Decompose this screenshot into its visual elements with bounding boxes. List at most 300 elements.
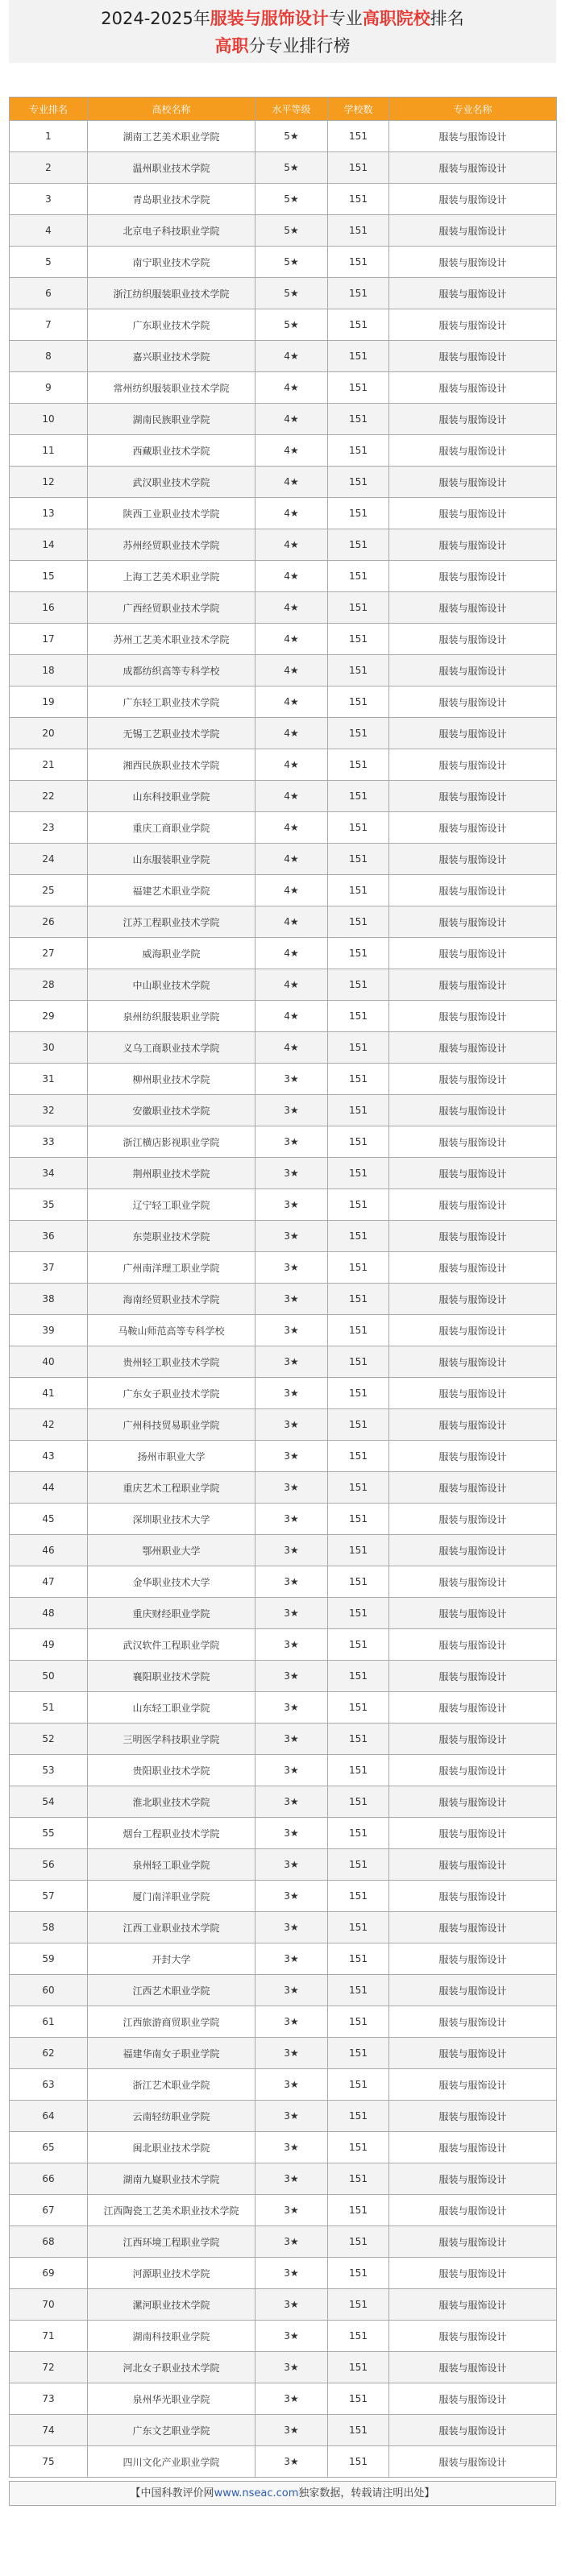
school-name-cell: 成都纺织高等专科学校 [88, 655, 255, 687]
table-row [10, 969, 557, 1001]
level-cell: 4★ [255, 938, 328, 969]
table-row [10, 2006, 557, 2038]
level-cell: 3★ [255, 1378, 328, 1409]
footer-note [9, 2481, 556, 2506]
table-row [10, 1629, 557, 1661]
school-count-cell: 151 [328, 906, 389, 938]
rank-cell: 61 [10, 2006, 88, 2038]
level-cell: 3★ [255, 1535, 328, 1566]
major-name-cell: 服装与服饰设计 [389, 1849, 557, 1881]
major-name-cell: 服装与服饰设计 [389, 1001, 557, 1032]
school-name-cell: 海南经贸职业技术学院 [88, 1284, 255, 1315]
table-row [10, 152, 557, 184]
table-row [10, 1566, 557, 1598]
major-name-cell: 服装与服饰设计 [389, 938, 557, 969]
school-count-cell: 151 [328, 2352, 389, 2383]
title-line-2 [9, 32, 556, 60]
school-count-cell: 151 [328, 624, 389, 655]
table-row [10, 2258, 557, 2289]
school-name-cell: 扬州市职业大学 [88, 1441, 255, 1472]
title-ranking-word: 排名 [430, 9, 464, 28]
level-cell: 3★ [255, 1346, 328, 1378]
school-count-cell: 151 [328, 184, 389, 215]
school-count-cell: 151 [328, 969, 389, 1001]
table-row [10, 1095, 557, 1126]
level-cell: 3★ [255, 1943, 328, 1975]
level-cell: 4★ [255, 749, 328, 781]
major-name-cell: 服装与服饰设计 [389, 184, 557, 215]
school-name-cell: 苏州经贸职业技术学院 [88, 529, 255, 561]
school-name-cell: 深圳职业技术大学 [88, 1504, 255, 1535]
school-name-cell: 开封大学 [88, 1943, 255, 1975]
rank-cell: 7 [10, 309, 88, 341]
footer-site-link[interactable]: www.nseac.com [214, 2487, 299, 2499]
major-name-cell: 服装与服饰设计 [389, 435, 557, 467]
level-cell: 3★ [255, 1189, 328, 1221]
level-cell: 3★ [255, 2163, 328, 2195]
rank-cell: 36 [10, 1221, 88, 1252]
school-name-cell: 浙江艺术职业学院 [88, 2069, 255, 2101]
school-count-cell: 151 [328, 2415, 389, 2446]
table-row [10, 1472, 557, 1504]
table-row [10, 2132, 557, 2163]
school-count-cell: 151 [328, 1661, 389, 1692]
rank-cell: 69 [10, 2258, 88, 2289]
level-cell: 3★ [255, 1126, 328, 1158]
major-name-cell: 服装与服饰设计 [389, 1881, 557, 1912]
rank-cell: 14 [10, 529, 88, 561]
school-count-cell: 151 [328, 1786, 389, 1818]
school-name-cell: 河源职业技术学院 [88, 2258, 255, 2289]
major-name-cell: 服装与服饰设计 [389, 1786, 557, 1818]
table-row [10, 1661, 557, 1692]
table-row [10, 1755, 557, 1786]
major-name-cell: 服装与服饰设计 [389, 781, 557, 812]
table-row [10, 781, 557, 812]
major-name-cell: 服装与服饰设计 [389, 812, 557, 844]
level-cell: 5★ [255, 309, 328, 341]
school-name-cell: 江西陶瓷工艺美术职业技术学院 [88, 2195, 255, 2226]
table-row [10, 215, 557, 247]
table-row [10, 1315, 557, 1346]
major-name-cell: 服装与服饰设计 [389, 1095, 557, 1126]
title-level: 高职 [214, 36, 249, 56]
rank-cell: 23 [10, 812, 88, 844]
rank-cell: 26 [10, 906, 88, 938]
rank-cell: 55 [10, 1818, 88, 1849]
rank-cell: 28 [10, 969, 88, 1001]
school-count-cell: 151 [328, 1849, 389, 1881]
school-count-cell: 151 [328, 1692, 389, 1724]
table-row [10, 1001, 557, 1032]
school-name-cell: 江西工业职业技术学院 [88, 1912, 255, 1943]
title-line-1 [9, 5, 556, 32]
rank-cell: 25 [10, 875, 88, 906]
rank-cell: 45 [10, 1504, 88, 1535]
major-name-cell: 服装与服饰设计 [389, 1504, 557, 1535]
level-cell: 4★ [255, 372, 328, 404]
level-cell: 3★ [255, 1158, 328, 1189]
rank-cell: 34 [10, 1158, 88, 1189]
school-name-cell: 烟台工程职业技术学院 [88, 1818, 255, 1849]
header-school-count: 学校数 [328, 97, 389, 121]
major-name-cell: 服装与服饰设计 [389, 969, 557, 1001]
school-name-cell: 辽宁轻工职业学院 [88, 1189, 255, 1221]
rank-cell: 67 [10, 2195, 88, 2226]
major-name-cell: 服装与服饰设计 [389, 1284, 557, 1315]
table-row [10, 1504, 557, 1535]
school-count-cell: 151 [328, 561, 389, 592]
level-cell: 3★ [255, 1692, 328, 1724]
rank-cell: 62 [10, 2038, 88, 2069]
school-count-cell: 151 [328, 2258, 389, 2289]
school-name-cell: 四川文化产业职业学院 [88, 2446, 255, 2478]
school-count-cell: 151 [328, 1032, 389, 1064]
major-name-cell: 服装与服饰设计 [389, 1409, 557, 1441]
school-count-cell: 151 [328, 1629, 389, 1661]
table-row [10, 1441, 557, 1472]
school-count-cell: 151 [328, 1001, 389, 1032]
rank-cell: 15 [10, 561, 88, 592]
table-row [10, 184, 557, 215]
rank-cell: 75 [10, 2446, 88, 2478]
school-name-cell: 浙江横店影视职业学院 [88, 1126, 255, 1158]
level-cell: 3★ [255, 1629, 328, 1661]
school-count-cell: 151 [328, 1724, 389, 1755]
level-cell: 3★ [255, 2132, 328, 2163]
school-name-cell: 安徽职业技术学院 [88, 1095, 255, 1126]
school-count-cell: 151 [328, 1598, 389, 1629]
major-name-cell: 服装与服饰设计 [389, 2226, 557, 2258]
level-cell: 3★ [255, 1472, 328, 1504]
major-name-cell: 服装与服饰设计 [389, 1441, 557, 1472]
level-cell: 3★ [255, 1504, 328, 1535]
rank-cell: 66 [10, 2163, 88, 2195]
major-name-cell: 服装与服饰设计 [389, 1032, 557, 1064]
rank-cell: 58 [10, 1912, 88, 1943]
major-name-cell: 服装与服饰设计 [389, 215, 557, 247]
table-row [10, 1943, 557, 1975]
rank-cell: 2 [10, 152, 88, 184]
table-row [10, 121, 557, 152]
school-count-cell: 151 [328, 1975, 389, 2006]
major-name-cell: 服装与服饰设计 [389, 2289, 557, 2321]
rank-cell: 41 [10, 1378, 88, 1409]
level-cell: 5★ [255, 184, 328, 215]
major-name-cell: 服装与服饰设计 [389, 1472, 557, 1504]
school-name-cell: 福建艺术职业学院 [88, 875, 255, 906]
school-count-cell: 151 [328, 1504, 389, 1535]
major-name-cell: 服装与服饰设计 [389, 2352, 557, 2383]
school-name-cell: 三明医学科技职业学院 [88, 1724, 255, 1755]
school-count-cell: 151 [328, 2383, 389, 2415]
rank-cell: 38 [10, 1284, 88, 1315]
school-name-cell: 闽北职业技术学院 [88, 2132, 255, 2163]
major-name-cell: 服装与服饰设计 [389, 1064, 557, 1095]
table-row [10, 2446, 557, 2478]
major-name-cell: 服装与服饰设计 [389, 2446, 557, 2478]
school-count-cell: 151 [328, 1126, 389, 1158]
rank-cell: 44 [10, 1472, 88, 1504]
school-count-cell: 151 [328, 2069, 389, 2101]
major-name-cell: 服装与服饰设计 [389, 1535, 557, 1566]
ranking-table [9, 97, 557, 2478]
level-cell: 3★ [255, 2446, 328, 2478]
school-name-cell: 嘉兴职业技术学院 [88, 341, 255, 372]
level-cell: 4★ [255, 498, 328, 529]
table-row [10, 2069, 557, 2101]
level-cell: 4★ [255, 906, 328, 938]
school-count-cell: 151 [328, 655, 389, 687]
rank-cell: 32 [10, 1095, 88, 1126]
school-name-cell: 南宁职业技术学院 [88, 247, 255, 278]
major-name-cell: 服装与服饰设计 [389, 529, 557, 561]
major-name-cell: 服装与服饰设计 [389, 247, 557, 278]
level-cell: 3★ [255, 1566, 328, 1598]
school-count-cell: 151 [328, 1441, 389, 1472]
rank-cell: 42 [10, 1409, 88, 1441]
table-row [10, 372, 557, 404]
school-count-cell: 151 [328, 309, 389, 341]
level-cell: 4★ [255, 969, 328, 1001]
school-name-cell: 泉州轻工职业学院 [88, 1849, 255, 1881]
table-row [10, 1189, 557, 1221]
level-cell: 3★ [255, 1755, 328, 1786]
school-name-cell: 泉州华光职业学院 [88, 2383, 255, 2415]
school-name-cell: 泉州纺织服装职业学院 [88, 1001, 255, 1032]
school-name-cell: 中山职业技术学院 [88, 969, 255, 1001]
level-cell: 4★ [255, 529, 328, 561]
school-name-cell: 柳州职业技术学院 [88, 1064, 255, 1095]
school-name-cell: 广西经贸职业技术学院 [88, 592, 255, 624]
major-name-cell: 服装与服饰设计 [389, 1755, 557, 1786]
school-name-cell: 江苏工程职业技术学院 [88, 906, 255, 938]
major-name-cell: 服装与服饰设计 [389, 1912, 557, 1943]
school-count-cell: 151 [328, 1755, 389, 1786]
header-major: 专业名称 [389, 97, 557, 121]
rank-cell: 16 [10, 592, 88, 624]
table-row [10, 1126, 557, 1158]
major-name-cell: 服装与服饰设计 [389, 1598, 557, 1629]
major-name-cell: 服装与服饰设计 [389, 2258, 557, 2289]
table-row [10, 1284, 557, 1315]
school-name-cell: 重庆财经职业学院 [88, 1598, 255, 1629]
level-cell: 3★ [255, 2289, 328, 2321]
school-count-cell: 151 [328, 215, 389, 247]
rank-cell: 33 [10, 1126, 88, 1158]
level-cell: 3★ [255, 2038, 328, 2069]
school-count-cell: 151 [328, 435, 389, 467]
major-name-cell: 服装与服饰设计 [389, 1346, 557, 1378]
title-year: 2024-2025年 [101, 9, 210, 28]
rank-cell: 56 [10, 1849, 88, 1881]
rank-cell: 21 [10, 749, 88, 781]
school-name-cell: 漯河职业技术学院 [88, 2289, 255, 2321]
school-name-cell: 广东女子职业技术学院 [88, 1378, 255, 1409]
school-name-cell: 淮北职业技术学院 [88, 1786, 255, 1818]
school-count-cell: 151 [328, 718, 389, 749]
table-row [10, 2226, 557, 2258]
school-count-cell: 151 [328, 404, 389, 435]
major-name-cell: 服装与服饰设计 [389, 844, 557, 875]
school-name-cell: 金华职业技术大学 [88, 1566, 255, 1598]
rank-cell: 60 [10, 1975, 88, 2006]
school-name-cell: 福建华南女子职业学院 [88, 2038, 255, 2069]
rank-cell: 68 [10, 2226, 88, 2258]
level-cell: 3★ [255, 2101, 328, 2132]
table-row [10, 278, 557, 309]
school-name-cell: 襄阳职业技术学院 [88, 1661, 255, 1692]
school-count-cell: 151 [328, 1881, 389, 1912]
rank-cell: 4 [10, 215, 88, 247]
school-name-cell: 湘西民族职业技术学院 [88, 749, 255, 781]
major-name-cell: 服装与服饰设计 [389, 404, 557, 435]
rank-cell: 49 [10, 1629, 88, 1661]
rank-cell: 17 [10, 624, 88, 655]
school-name-cell: 青岛职业技术学院 [88, 184, 255, 215]
table-row [10, 467, 557, 498]
level-cell: 4★ [255, 467, 328, 498]
level-cell: 4★ [255, 592, 328, 624]
table-row [10, 655, 557, 687]
table-row [10, 247, 557, 278]
school-count-cell: 151 [328, 2006, 389, 2038]
school-count-cell: 151 [328, 592, 389, 624]
table-row [10, 1064, 557, 1095]
level-cell: 3★ [255, 2006, 328, 2038]
school-count-cell: 151 [328, 1158, 389, 1189]
school-count-cell: 151 [328, 1943, 389, 1975]
major-name-cell: 服装与服饰设计 [389, 2383, 557, 2415]
table-header-row [10, 97, 557, 121]
major-name-cell: 服装与服饰设计 [389, 498, 557, 529]
header-level: 水平等级 [255, 97, 328, 121]
level-cell: 4★ [255, 624, 328, 655]
rank-cell: 73 [10, 2383, 88, 2415]
rank-cell: 48 [10, 1598, 88, 1629]
rank-cell: 57 [10, 1881, 88, 1912]
table-row [10, 1158, 557, 1189]
school-count-cell: 151 [328, 687, 389, 718]
rank-cell: 40 [10, 1346, 88, 1378]
table-row [10, 1975, 557, 2006]
table-row [10, 1252, 557, 1284]
rank-cell: 47 [10, 1566, 88, 1598]
table-row [10, 435, 557, 467]
major-name-cell: 服装与服饰设计 [389, 718, 557, 749]
level-cell: 4★ [255, 812, 328, 844]
major-name-cell: 服装与服饰设计 [389, 1252, 557, 1284]
table-row [10, 1724, 557, 1755]
school-name-cell: 河北女子职业技术学院 [88, 2352, 255, 2383]
table-row [10, 561, 557, 592]
school-count-cell: 151 [328, 2446, 389, 2478]
table-row [10, 1912, 557, 1943]
school-count-cell: 151 [328, 1095, 389, 1126]
rank-cell: 31 [10, 1064, 88, 1095]
school-name-cell: 武汉职业技术学院 [88, 467, 255, 498]
major-name-cell: 服装与服饰设计 [389, 1566, 557, 1598]
footer-post: 独家数据，转载请注明出处】 [298, 2487, 435, 2499]
table-row [10, 1346, 557, 1378]
level-cell: 3★ [255, 1409, 328, 1441]
level-cell: 5★ [255, 121, 328, 152]
table-row [10, 1032, 557, 1064]
school-count-cell: 151 [328, 2321, 389, 2352]
major-name-cell: 服装与服饰设计 [389, 2163, 557, 2195]
school-count-cell: 151 [328, 2226, 389, 2258]
level-cell: 4★ [255, 844, 328, 875]
title-major: 服装与服饰设计 [210, 9, 329, 28]
level-cell: 3★ [255, 1724, 328, 1755]
school-count-cell: 151 [328, 1189, 389, 1221]
major-name-cell: 服装与服饰设计 [389, 2006, 557, 2038]
school-name-cell: 山东服装职业学院 [88, 844, 255, 875]
table-row [10, 749, 557, 781]
table-row [10, 2163, 557, 2195]
major-name-cell: 服装与服饰设计 [389, 2195, 557, 2226]
school-count-cell: 151 [328, 1315, 389, 1346]
school-name-cell: 广州科技贸易职业学院 [88, 1409, 255, 1441]
major-name-cell: 服装与服饰设计 [389, 372, 557, 404]
table-row [10, 498, 557, 529]
level-cell: 3★ [255, 2069, 328, 2101]
table-row [10, 844, 557, 875]
table-row [10, 1818, 557, 1849]
major-name-cell: 服装与服饰设计 [389, 1661, 557, 1692]
school-name-cell: 无锡工艺职业技术学院 [88, 718, 255, 749]
table-row [10, 309, 557, 341]
level-cell: 3★ [255, 1598, 328, 1629]
level-cell: 5★ [255, 247, 328, 278]
title-subtitle: 分专业排行榜 [248, 36, 351, 56]
level-cell: 3★ [255, 1064, 328, 1095]
school-count-cell: 151 [328, 278, 389, 309]
school-name-cell: 湖南民族职业学院 [88, 404, 255, 435]
table-row [10, 341, 557, 372]
school-name-cell: 山东轻工职业学院 [88, 1692, 255, 1724]
level-cell: 3★ [255, 1786, 328, 1818]
major-name-cell: 服装与服饰设计 [389, 1221, 557, 1252]
major-name-cell: 服装与服饰设计 [389, 561, 557, 592]
school-name-cell: 威海职业学院 [88, 938, 255, 969]
rank-cell: 11 [10, 435, 88, 467]
level-cell: 5★ [255, 152, 328, 184]
major-name-cell: 服装与服饰设计 [389, 2415, 557, 2446]
rank-cell: 70 [10, 2289, 88, 2321]
major-name-cell: 服装与服饰设计 [389, 121, 557, 152]
major-name-cell: 服装与服饰设计 [389, 687, 557, 718]
rank-cell: 74 [10, 2415, 88, 2446]
rank-cell: 9 [10, 372, 88, 404]
school-count-cell: 151 [328, 2289, 389, 2321]
school-count-cell: 151 [328, 152, 389, 184]
level-cell: 3★ [255, 1315, 328, 1346]
table-row [10, 624, 557, 655]
table-row [10, 2415, 557, 2446]
school-count-cell: 151 [328, 1284, 389, 1315]
table-row [10, 1598, 557, 1629]
school-count-cell: 151 [328, 1064, 389, 1095]
school-name-cell: 陕西工业职业技术学院 [88, 498, 255, 529]
title-major-suffix: 专业 [328, 9, 363, 28]
major-name-cell: 服装与服饰设计 [389, 2132, 557, 2163]
level-cell: 3★ [255, 1849, 328, 1881]
table-row [10, 2289, 557, 2321]
table-row [10, 1221, 557, 1252]
table-row [10, 1786, 557, 1818]
school-count-cell: 151 [328, 749, 389, 781]
